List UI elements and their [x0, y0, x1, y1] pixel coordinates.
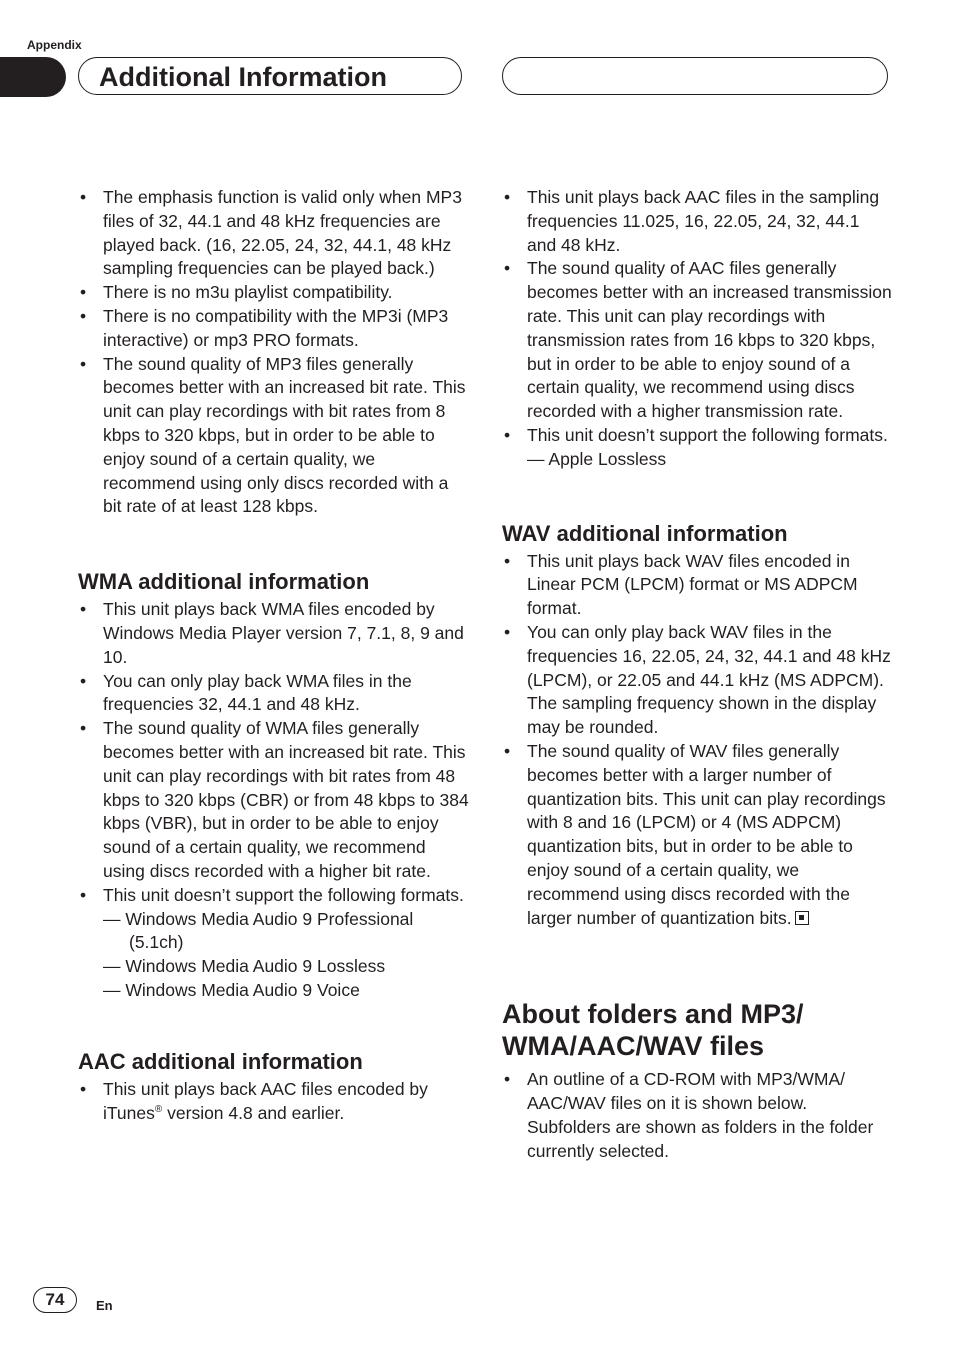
format-item: — Windows Media Audio 9 Professional (5.1ch) — [103, 908, 414, 953]
list-item: • The sound quality of AAC files generally becomes better with an increased transmission rate. This unit can play recordings with transmission rates from 16 kbps to 320 kbps, but in order to be able to enjoy sound of a certain quality, we recommend using discs recorded with a higher transmission rate. — [502, 257, 892, 424]
wav-list — [502, 550, 892, 931]
appendix-label: Appendix — [27, 38, 82, 52]
list-item: • The sound quality of MP3 files generally becomes better with an increased bit rate. This unit can play recordings with bit rates from 8 kbps to 320 kbps, but in order to be able to enjoy sound of a certain quality, we recommend using only discs recorded with a bit rate of at least 128 kbps. — [78, 353, 470, 520]
list-item-text: version 4.8 and earlier. — [162, 1102, 345, 1123]
list-item — [502, 424, 892, 472]
list-item: • You can only play back WAV files in the frequencies 16, 22.05, 24, 32, 44.1 and 48 kHz (LPCM), or 22.05 and 44.1 kHz (MS ADPCM). The sampling frequency shown in the display may be rounded. — [502, 621, 892, 740]
list-item-text: This unit plays back AAC files encoded by iTunes — [103, 1078, 428, 1123]
list-item: • This unit plays back WAV files encoded in Linear PCM (LPCM) format or MS ADPCM format. — [502, 550, 892, 621]
aac-list-left — [78, 1078, 470, 1126]
aac-heading: AAC additional information — [78, 1048, 363, 1074]
list-item: • The emphasis function is valid only when MP3 files of 32, 44.1 and 48 kHz frequencies are played back. (16, 22.05, 24, 32, 44.1, 48 kHz sampling frequencies can be played back.) — [78, 186, 470, 281]
format-item: — Apple Lossless — [527, 448, 667, 469]
language-code: En — [96, 1298, 113, 1313]
mp3-list — [78, 186, 470, 519]
end-of-section-icon — [795, 911, 809, 925]
list-item: • There is no m3u playlist compatibility. — [78, 281, 470, 305]
page-number: 74 — [33, 1287, 77, 1313]
wma-heading: WMA additional information — [78, 569, 370, 595]
list-item-text: The sound quality of WAV files generally becomes better with a larger number of quantization bits. This unit can play recordings with 8 and 16 (LPCM) or 4 (MS ADPCM) quantization bits, but in order to be able to enjoy sound of a certain quality, we recommend using discs recorded with the larger number of quantization bits. — [527, 740, 886, 928]
format-item: — Windows Media Audio 9 Lossless — [103, 956, 386, 977]
list-item-text: • This unit doesn’t support the following formats. — [527, 424, 888, 445]
left-column — [78, 186, 470, 1125]
list-item: • The sound quality of WMA files generally becomes better with an increased bit rate. This unit can play recordings with bit rates from 48 kbps to 320 kbps (CBR) or from 48 kbps to 384 kbps (VBR), but in order to be able to enjoy sound of a certain quality, we recommend using discs recorded with a higher bit rate. — [78, 717, 470, 884]
list-item — [78, 884, 470, 1003]
wma-list — [78, 598, 470, 1003]
list-item: • This unit plays back AAC files in the sampling frequencies 11.025, 16, 22.05, 24, 32, 44.1 and 48 kHz. — [502, 186, 892, 257]
folders-list — [502, 1068, 892, 1163]
section-title-box — [78, 57, 462, 95]
wav-heading: WAV additional information — [502, 520, 788, 546]
list-item — [78, 1078, 470, 1126]
list-item: • You can only play back WMA files in the frequencies 32, 44.1 and 48 kHz. — [78, 670, 470, 718]
list-item-text: • This unit doesn’t support the following formats. — [103, 884, 464, 905]
list-item: • An outline of a CD-ROM with MP3/WMA/ AAC/WAV files on it is shown below. Subfolders are shown as folders in the folder currently selected. — [502, 1068, 892, 1163]
list-item: • This unit plays back WMA files encoded by Windows Media Player version 7, 7.1, 8, 9 and 10. — [78, 598, 470, 669]
section-tab-marker — [0, 57, 66, 97]
right-column — [502, 186, 892, 1164]
format-item: — Windows Media Audio 9 Voice — [103, 979, 360, 1000]
aac-list-right — [502, 186, 892, 472]
folders-heading: About folders and MP3/ WMA/AAC/WAV files — [502, 999, 804, 1062]
list-item — [502, 740, 892, 930]
registered-mark: ® — [154, 1103, 163, 1115]
list-item: • There is no compatibility with the MP3i (MP3 interactive) or mp3 PRO formats. — [78, 305, 470, 353]
section-title: Additional Information — [99, 62, 387, 92]
empty-header-box — [502, 57, 888, 95]
